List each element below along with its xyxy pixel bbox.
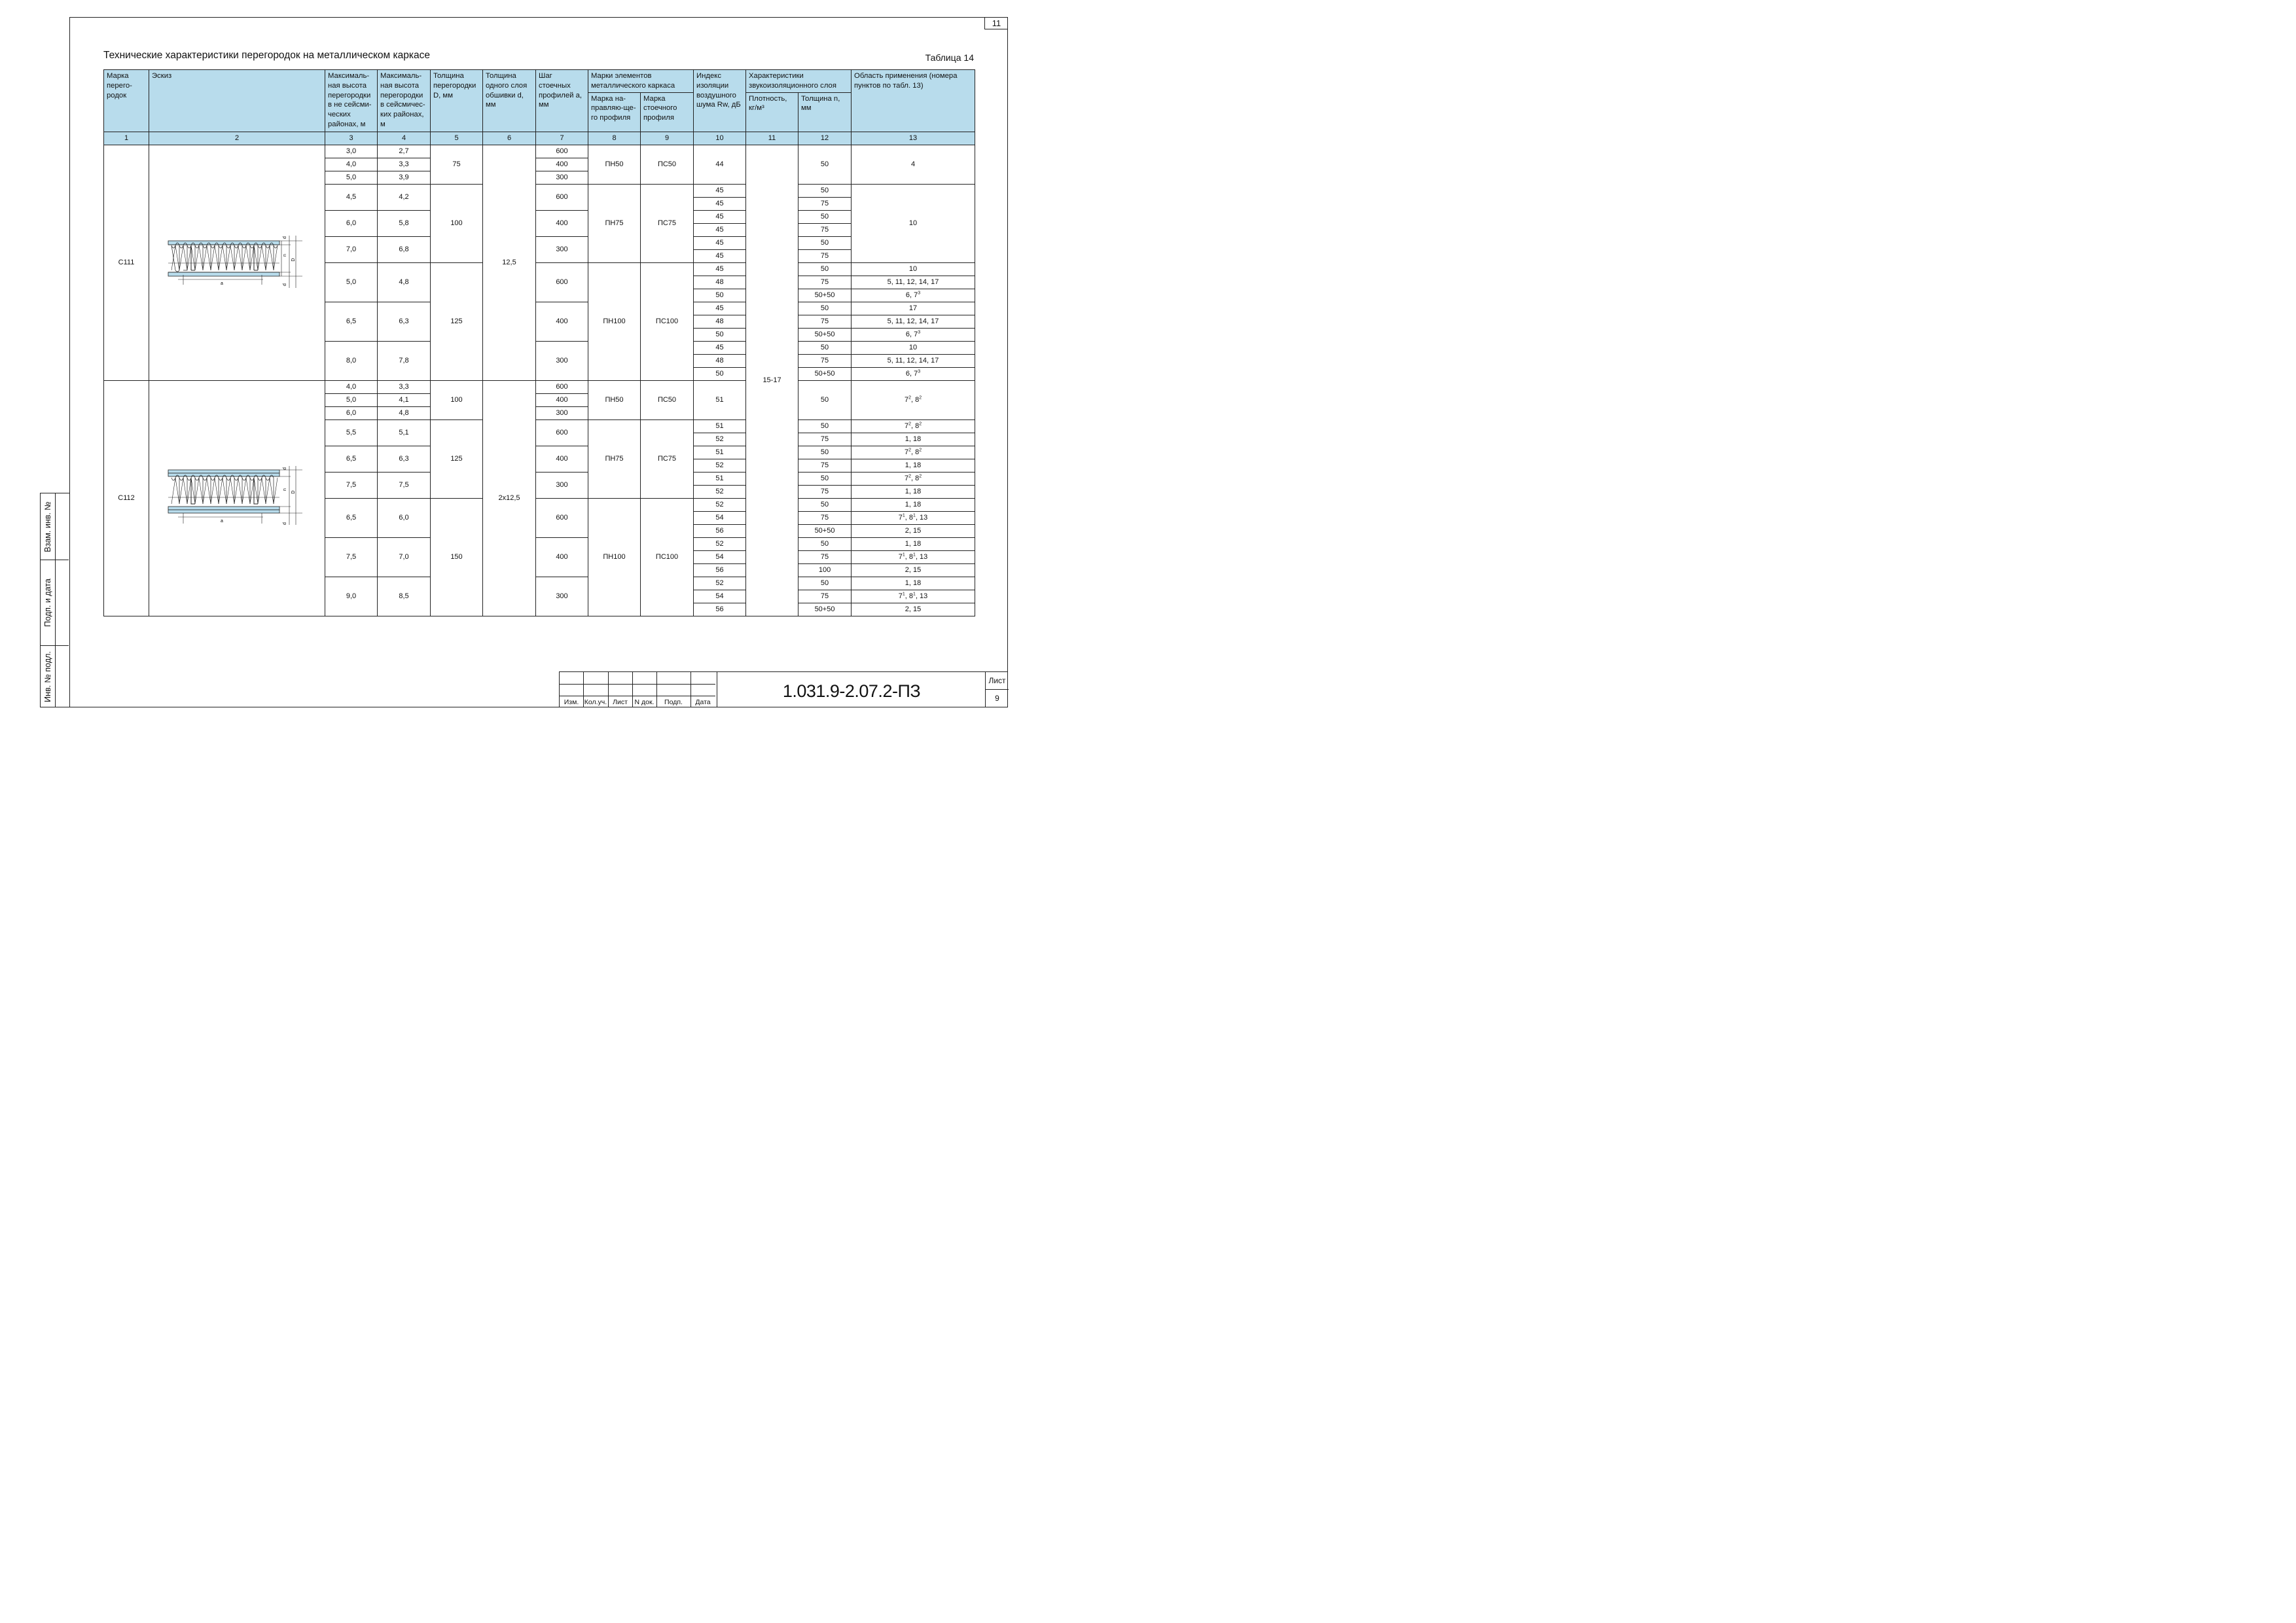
sheet-number: 9 (995, 694, 999, 703)
characteristics-table (103, 69, 975, 616)
table-cell: 2, 15 (852, 603, 975, 616)
table-cell: 45 (694, 184, 746, 197)
table-cell: 9,0 (325, 577, 378, 616)
table-cell: 125 (431, 419, 483, 498)
table-cell: 1 (104, 132, 149, 145)
table-cell: 400 (536, 210, 588, 236)
table-cell: 150 (431, 498, 483, 616)
table-cell: 9 (641, 132, 694, 145)
table-cell: 56 (694, 524, 746, 537)
table-cell: 6,3 (378, 446, 431, 472)
side-signature-block (40, 493, 69, 707)
table-cell: 52 (694, 433, 746, 446)
table-cell: 75 (798, 223, 852, 236)
stamp-label-date: Дата (695, 698, 711, 706)
table-cell: 6, $7^3$ (852, 367, 975, 380)
table-cell: ПН75 (588, 419, 641, 498)
table-cell: 2,7 (378, 145, 431, 158)
table-cell: 400 (536, 158, 588, 171)
header-density: Плотность, кг/м³ (746, 92, 798, 132)
partition-mark: С112 (104, 380, 149, 616)
table-cell: $7^1$, $8^1$, 13 (852, 550, 975, 563)
table-cell: 8,0 (325, 341, 378, 380)
header-insulation: Характеристики звукоизоляционного слоя (746, 70, 852, 93)
table-cell: 600 (536, 498, 588, 537)
table-cell: 12 (798, 132, 852, 145)
table-cell: 400 (536, 393, 588, 406)
table-cell: 10 (852, 262, 975, 276)
table-cell: 6,0 (325, 210, 378, 236)
table-cell: 3 (325, 132, 378, 145)
revision-grid (560, 672, 715, 708)
table-cell: 5, 11, 12, 14, 17 (852, 315, 975, 328)
sheet-box (985, 672, 1009, 707)
table-cell: 2, 15 (852, 524, 975, 537)
dim-d2-label: d (283, 522, 287, 525)
dim-d-label: d (283, 236, 287, 239)
table-cell: 45 (694, 223, 746, 236)
table-cell: 400 (536, 302, 588, 341)
table-cell: 600 (536, 380, 588, 393)
table-cell: 50 (798, 145, 852, 184)
sketch-c112 (149, 380, 325, 616)
table-cell: 50 (798, 210, 852, 223)
table-cell: 5, 11, 12, 14, 17 (852, 354, 975, 367)
table-cell: $7^2$, $8^2$ (852, 472, 975, 485)
table-cell: 50 (798, 577, 852, 590)
table-cell: 50+50 (798, 367, 852, 380)
partition-mark: С111 (104, 145, 149, 380)
table-cell: 50 (798, 262, 852, 276)
table-cell: 52 (694, 485, 746, 498)
table-cell: 50 (694, 367, 746, 380)
header-max-height-nonseismic: Максималь-ная высота перегородки в не сейсми-ческих районах, м (325, 70, 378, 132)
table-cell: 600 (536, 184, 588, 210)
table-cell: 5,0 (325, 393, 378, 406)
header-guide-profile: Марка на-правляю-ще-го профиля (588, 92, 641, 132)
table-cell: 50 (798, 236, 852, 249)
table-cell: 56 (694, 603, 746, 616)
table-cell: 48 (694, 315, 746, 328)
table-cell: 3,3 (378, 380, 431, 393)
table-cell: 6,0 (378, 498, 431, 537)
table-cell: 6, $7^3$ (852, 328, 975, 341)
table-cell: 45 (694, 262, 746, 276)
table-cell: 50+50 (798, 603, 852, 616)
table-cell: 75 (798, 433, 852, 446)
header-rw: Индекс изоляции воздушного шума Rw, дБ (694, 70, 746, 132)
header-frame-elements: Марки элементов металлического каркаса (588, 70, 694, 93)
header-insulation-thickness: Толщина n, мм (798, 92, 852, 132)
table-cell: ПН100 (588, 262, 641, 380)
table-cell: 1, 18 (852, 577, 975, 590)
table-cell: 54 (694, 511, 746, 524)
header-sheathing: Толщина одного слоя обшивки d, мм (483, 70, 536, 132)
table-cell: 400 (536, 446, 588, 472)
table-cell: 5,5 (325, 419, 378, 446)
table-cell: 50 (798, 498, 852, 511)
table-cell: $7^1$, $8^1$, 13 (852, 590, 975, 603)
dim-a-label: a (221, 281, 223, 286)
table-cell: $7^2$, $8^2$ (852, 446, 975, 459)
table-cell: 300 (536, 341, 588, 380)
header-max-height-seismic: Максималь-ная высота перегородки в сейсмичес-ких районах, м (378, 70, 431, 132)
table-cell: 50 (798, 380, 852, 419)
table-cell: 3,9 (378, 171, 431, 184)
table-cell: 51 (694, 380, 746, 419)
dim-a-label: a (221, 518, 223, 524)
column-numbers-row (104, 132, 975, 145)
table-cell: 4,1 (378, 393, 431, 406)
table-cell: 45 (694, 249, 746, 262)
table-cell: 300 (536, 406, 588, 419)
stamp-label-change: Изм. (564, 698, 579, 706)
table-cell: 4 (852, 145, 975, 184)
partition-sketch-c111 (165, 232, 309, 291)
table-cell: ПС75 (641, 419, 694, 498)
table-cell: 50 (798, 302, 852, 315)
page-number: 11 (984, 18, 1008, 29)
dim-d2-label: d (283, 283, 287, 286)
header-mark: Марка перего-родок (104, 70, 149, 132)
table-row (104, 380, 975, 393)
table-cell: 7,8 (378, 341, 431, 380)
table-cell: 75 (798, 276, 852, 289)
table-cell: 600 (536, 262, 588, 302)
table-cell: 6,5 (325, 446, 378, 472)
table-cell: 7,5 (325, 472, 378, 498)
table-cell: 600 (536, 145, 588, 158)
table-cell: 75 (798, 249, 852, 262)
table-cell: 50 (798, 537, 852, 550)
table-cell: 45 (694, 236, 746, 249)
header-thickness: Толщина перегородки D, мм (431, 70, 483, 132)
table-cell: 51 (694, 419, 746, 433)
sheathing-c111: 12,5 (483, 145, 536, 380)
table-cell: 50+50 (798, 289, 852, 302)
stamp-label-sheet: Лист (613, 698, 628, 706)
table-cell: 50 (798, 446, 852, 459)
page-title: Технические характеристики перегородок на металлическом каркасе (103, 50, 430, 61)
table-cell: 75 (798, 550, 852, 563)
stamp-label-count: Кол.уч. (584, 698, 607, 706)
table-cell: 5 (431, 132, 483, 145)
table-cell: 45 (694, 341, 746, 354)
table-cell: 50 (694, 289, 746, 302)
table-cell: 6,5 (325, 498, 378, 537)
table-cell: 45 (694, 302, 746, 315)
side-cell-signature-date: Подп. и дата (41, 560, 69, 646)
table-cell: 51 (694, 472, 746, 485)
table-cell: 51 (694, 446, 746, 459)
table-cell: $7^1$, $8^1$, 13 (852, 511, 975, 524)
header-application: Область применения (номера пунктов по табл. 13) (852, 70, 975, 132)
table-cell: 4,2 (378, 184, 431, 210)
dim-D-label: D (291, 258, 296, 262)
title-block (559, 671, 1008, 707)
table-row (104, 145, 975, 158)
table-cell: 8 (588, 132, 641, 145)
table-cell: 75 (798, 354, 852, 367)
table-cell: 125 (431, 262, 483, 380)
table-cell: 7,0 (378, 537, 431, 577)
table-cell: 11 (746, 132, 798, 145)
table-cell: 1, 18 (852, 485, 975, 498)
table-cell: 5,0 (325, 262, 378, 302)
table-cell: 1, 18 (852, 537, 975, 550)
table-cell: 300 (536, 236, 588, 262)
stamp-label-signature: Подп. (664, 698, 683, 706)
table-cell: 13 (852, 132, 975, 145)
table-cell: 2 (149, 132, 325, 145)
header-stud-spacing: Шаг стоечных профилей a, мм (536, 70, 588, 132)
table-cell: 10 (852, 184, 975, 262)
table-cell: 4,5 (325, 184, 378, 210)
sheathing-c112: 2х12,5 (483, 380, 536, 616)
table-cell: $7^2$, $8^2$ (852, 419, 975, 433)
table-cell: 1, 18 (852, 459, 975, 472)
table-cell: ПС100 (641, 498, 694, 616)
partition-sketch-c112 (165, 465, 309, 530)
table-cell: 300 (536, 472, 588, 498)
table-cell: 7,0 (325, 236, 378, 262)
table-cell: 75 (431, 145, 483, 184)
sketch-c111 (149, 145, 325, 380)
table-cell: 45 (694, 197, 746, 210)
table-cell: 300 (536, 171, 588, 184)
table-cell: 100 (431, 184, 483, 262)
table-cell: 300 (536, 577, 588, 616)
table-cell: 600 (536, 419, 588, 446)
table-cell: 6 (483, 132, 536, 145)
table-cell: 54 (694, 590, 746, 603)
dim-n-label: n (283, 488, 287, 491)
dim-n-label: n (283, 253, 287, 257)
header-stud-profile: Марка стоечного профиля (641, 92, 694, 132)
table-cell: 1, 18 (852, 433, 975, 446)
table-cell: 10 (852, 341, 975, 354)
table-cell: 100 (431, 380, 483, 419)
table-cell: 100 (798, 563, 852, 577)
table-cell: 10 (694, 132, 746, 145)
table-cell: 6,3 (378, 302, 431, 341)
table-cell: 5,0 (325, 171, 378, 184)
table-cell: 50+50 (798, 524, 852, 537)
table-cell: 75 (798, 197, 852, 210)
dim-d-label: d (283, 467, 287, 470)
table-cell: 6,0 (325, 406, 378, 419)
table-cell: ПС75 (641, 184, 694, 262)
table-cell: 6, $7^3$ (852, 289, 975, 302)
table-cell: 52 (694, 498, 746, 511)
table-cell: 4 (378, 132, 431, 145)
table-cell: 400 (536, 537, 588, 577)
table-cell: 4,0 (325, 158, 378, 171)
table-cell: 17 (852, 302, 975, 315)
table-cell: 1, 18 (852, 498, 975, 511)
table-cell: 4,0 (325, 380, 378, 393)
table-cell: ПС50 (641, 380, 694, 419)
stamp-label-doc: N док. (634, 698, 655, 706)
table-cell: 56 (694, 563, 746, 577)
table-cell: ПН50 (588, 145, 641, 184)
table-cell: 3,3 (378, 158, 431, 171)
side-cell-original-inventory: Инв. № подл. (43, 651, 52, 702)
table-cell: 7,5 (378, 472, 431, 498)
table-cell: 75 (798, 511, 852, 524)
table-cell: 75 (798, 315, 852, 328)
table-cell: 48 (694, 276, 746, 289)
table-cell: 7,5 (325, 537, 378, 577)
table-cell: 50+50 (798, 328, 852, 341)
table-cell: 6,8 (378, 236, 431, 262)
table-cell: ПН50 (588, 380, 641, 419)
table-cell: 48 (694, 354, 746, 367)
table-cell: 52 (694, 577, 746, 590)
table-cell: 50 (798, 341, 852, 354)
table-cell: 50 (798, 419, 852, 433)
table-cell: 8,5 (378, 577, 431, 616)
table-cell: ПН100 (588, 498, 641, 616)
table-cell: 3,0 (325, 145, 378, 158)
table-cell: 2, 15 (852, 563, 975, 577)
dim-D-label: D (291, 490, 296, 494)
table-cell: 54 (694, 550, 746, 563)
table-cell: 50 (798, 472, 852, 485)
table-cell: $7^2$, $8^2$ (852, 380, 975, 419)
table-cell: 4,8 (378, 406, 431, 419)
table-cell: 4,8 (378, 262, 431, 302)
table-cell: 50 (694, 328, 746, 341)
density-value: 15-17 (746, 145, 798, 616)
table-cell: 7 (536, 132, 588, 145)
table-cell: 75 (798, 459, 852, 472)
table-label: Таблица 14 (925, 52, 974, 63)
table-cell: 75 (798, 590, 852, 603)
table-cell: 44 (694, 145, 746, 184)
header-sketch: Эскиз (149, 70, 325, 132)
table-cell: ПС50 (641, 145, 694, 184)
table-cell: 52 (694, 537, 746, 550)
table-cell: 52 (694, 459, 746, 472)
table-cell: 5, 11, 12, 14, 17 (852, 276, 975, 289)
table-cell: 75 (798, 485, 852, 498)
table-cell: 6,5 (325, 302, 378, 341)
sheet-label: Лист (986, 672, 1009, 690)
side-cell-replacement: Взам. инв. № (41, 493, 69, 560)
document-code: 1.031.9-2.07.2-ПЗ (717, 672, 986, 707)
table-cell: 5,8 (378, 210, 431, 236)
table-cell: 5,1 (378, 419, 431, 446)
table-cell: 50 (798, 184, 852, 197)
table-cell: ПС100 (641, 262, 694, 380)
table-cell: ПН75 (588, 184, 641, 262)
table-cell: 45 (694, 210, 746, 223)
